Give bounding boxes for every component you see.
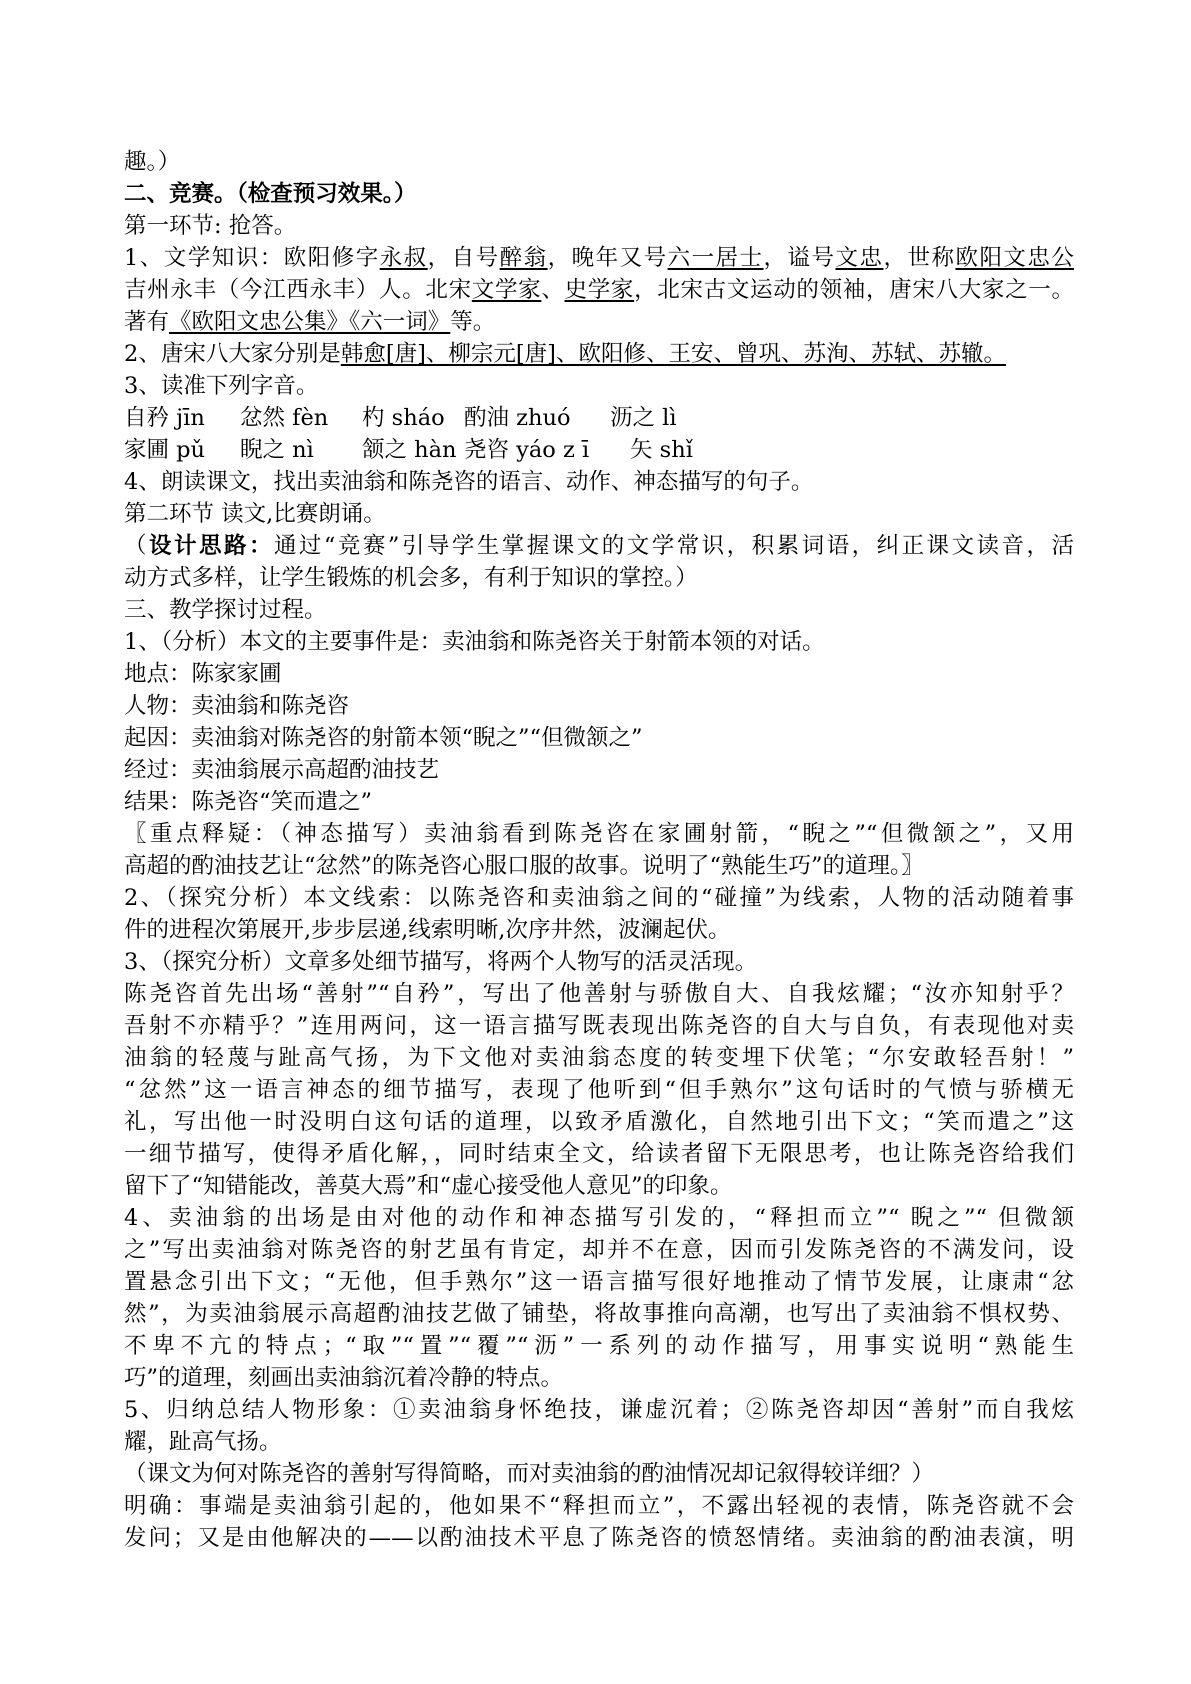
text-line: 明确：事端是卖油翁引起的，他如果不“释担而立”，不露出轻视的表情，陈尧咨就不会 [124,1493,1074,1519]
text-line: 2、（探究分析）本文线索：以陈尧咨和卖油翁之间的“碰撞”为线索，人物的活动随着事 [124,885,1074,911]
text-line: 4、朗读课文，找出卖油翁和陈尧咨的语言、动作、神态描写的句子。 [124,469,814,495]
text-line: 动方式多样，让学生锻炼的机会多，有利于知识的掌控。） [124,565,698,591]
text-line: 油翁的轻蔑与趾高气扬，为下文他对卖油翁态度的转变埋下伏笔；“尔安敢轻吾射！” [124,1045,1074,1071]
text-line: 陈尧咨首先出场“善射”“自矜”，写出了他善射与骄傲自大、自我炫耀；“汝亦知射乎？ [124,981,1074,1007]
section-heading: 二、竞赛。（检查预习效果。） [124,181,417,207]
subsection-heading: 第一环节: 抢答。 [124,213,297,239]
text-line: 地点：陈家家圃 [124,661,282,687]
pinyin-item: 矢 shǐ [630,437,693,463]
text-line: 不卑不亢的特点；“取”“置”“覆”“沥”一系列的动作描写，用事实说明“熟能生 [124,1333,1074,1359]
text-line: 人物：卖油翁和陈尧咨 [124,693,350,719]
pinyin-row [124,434,1074,466]
text-line: 高超的酌油技艺让“忿然”的陈尧咨心服口服的故事。说明了“熟能生巧”的道理。〗 [124,853,924,879]
text-line: 2、唐宋八大家分别是韩愈[唐]、柳宗元[唐]、欧阳修、王安、曾巩、苏洵、苏轼、苏辙。 [124,341,1006,367]
text-line: 之”写出卖油翁对陈尧咨的射艺虽有肯定，却并不在意，因而引发陈尧咨的不满发问，设 [124,1237,1074,1263]
text-line: 耀，趾高气扬。 [124,1429,282,1455]
pinyin-item: 尧咨 yáo z ī [464,437,590,463]
text-line: （设计思路：通过“竞赛”引导学生掌握课文的文学常识，积累词语，纠正课文读音，活 [124,533,1074,559]
text-line: 然”，为卖油翁展示高超酌油技艺做了铺垫，将故事推向高潮，也写出了卖油翁不惧权势、 [124,1301,1074,1327]
subsection-heading: 第二环节 读文,比赛朗诵。 [124,501,386,527]
text-line: 巧”的道理，刻画出卖油翁沉着冷静的特点。 [124,1365,564,1391]
text-line: 经过：卖油翁展示高超酌油技艺 [124,757,440,783]
text-line: 趣。） [124,149,181,175]
text-line: “忿然”这一语言神态的细节描写，表现了他听到“但手熟尔”这句话时的气愤与骄横无 [124,1077,1074,1103]
pinyin-item: 忿然 fèn [240,405,329,431]
pinyin-item: 杓 sháo [362,405,445,431]
text-line: 置悬念引出下文；“无他，但手熟尔”这一语言描写很好地推动了情节发展，让康肃“忿 [124,1269,1074,1295]
text-line: 起因：卖油翁对陈尧咨的射箭本领“睨之”“但微颔之” [124,725,643,751]
text-line: 礼，写出他一时没明白这句话的道理，以致矛盾激化，自然地引出下文；“笑而遣之”这 [124,1109,1074,1135]
pinyin-item: 沥之 lì [610,405,677,431]
text-line: 3、（探究分析）文章多处细节描写，将两个人物写的活灵活现。 [124,949,758,975]
pinyin-item: 酌油 zhuó [464,405,571,431]
pinyin-item: 睨之 nì [240,437,314,463]
text-line: 1、文学知识：欧阳修字永叔，自号醉翁，晚年又号六一居士，谥号文忠，世称欧阳文忠公 [124,245,1074,271]
text-line: 3、读准下列字音。 [124,373,319,399]
text-line: 发问；又是由他解决的——以酌油技术平息了陈尧咨的愤怒情绪。卖油翁的酌油表演，明 [124,1525,1074,1551]
text-line: （课文为何对陈尧咨的善射写得简略，而对卖油翁的酌油情况却记叙得较详细？） [124,1461,935,1487]
text-line: 〖重点释疑：（神态描写）卖油翁看到陈尧咨在家圃射箭，“睨之”“但微颔之”，又用 [124,821,1074,847]
text-line: 著有《欧阳文忠公集》《六一词》等。 [124,309,496,335]
pinyin-item: 颔之 hàn [362,437,457,463]
pinyin-item: 自矜 jīn [124,405,205,431]
text-line: 吉州永丰（今江西永丰）人。北宋文学家、史学家，北宋古文运动的领袖，唐宋八大家之一。 [124,277,1074,303]
pinyin-row [124,402,1074,434]
text-line: 一细节描写，使得矛盾化解，，同时结束全文，给读者留下无限思考，也让陈尧咨给我们 [124,1141,1074,1167]
text-line: 件的进程次第展开,步步层递,线索明晰,次序井然，波澜起伏。 [124,917,731,943]
text-line: 留下了“知错能改，善莫大焉”和“虚心接受他人意见”的印象。 [124,1173,733,1199]
pinyin-item: 家圃 pǔ [124,437,206,463]
text-line: 结果：陈尧咨“笑而遣之” [124,789,373,815]
text-line: 5、归纳总结人物形象：①卖油翁身怀绝技，谦虚沉着；②陈尧咨却因“善射”而自我炫 [124,1397,1074,1423]
text-line: 吾射不亦精乎？”连用两问，这一语言描写既表现出陈尧咨的自大与自负，有表现他对卖 [124,1013,1074,1039]
text-line: 4、卖油翁的出场是由对他的动作和神态描写引发的，“释担而立”“ 睨之”“ 但微颔 [124,1205,1074,1231]
section-heading: 三、教学探讨过程。 [124,597,327,623]
text-line: 1、（分析）本文的主要事件是：卖油翁和陈尧咨关于射箭本领的对话。 [124,629,825,655]
